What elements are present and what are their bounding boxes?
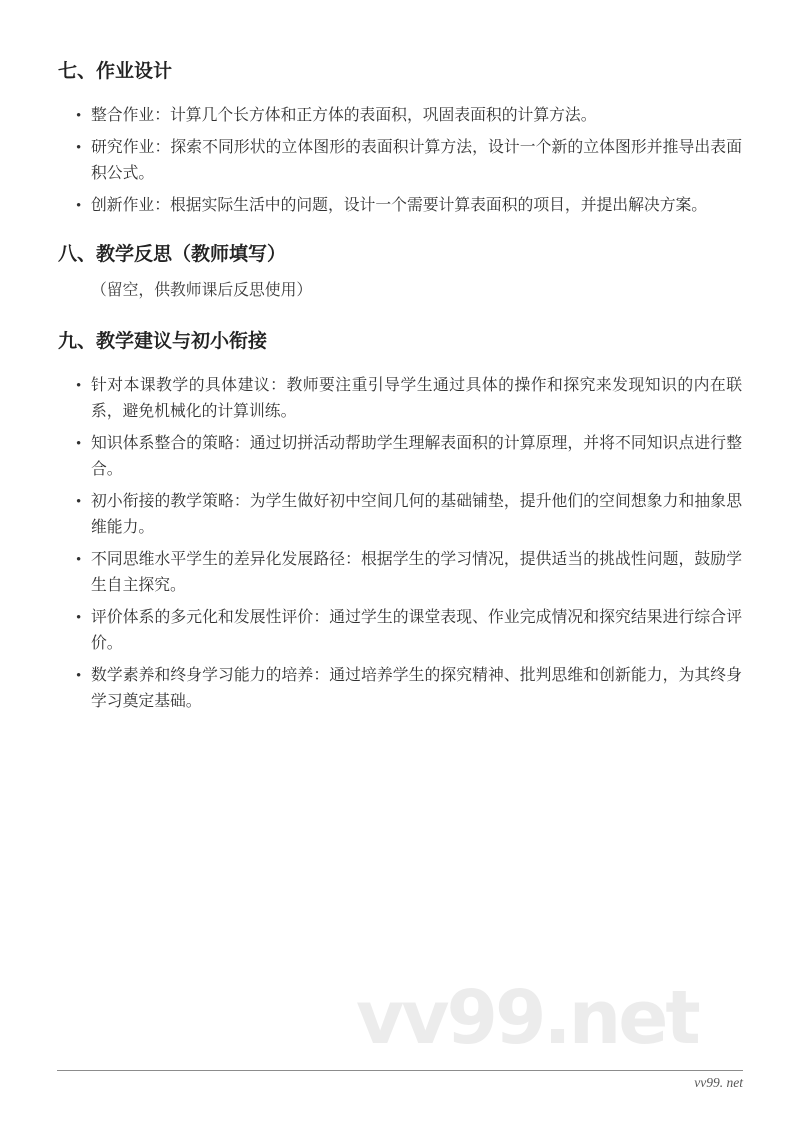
bullet-icon: •: [76, 198, 82, 214]
list-item-text: 知识体系整合的策略：通过切拼活动帮助学生理解表面积的计算原理，并将不同知识点进行整合。: [91, 435, 742, 478]
list-item-text: 整合作业：计算几个长方体和正方体的表面积，巩固表面积的计算方法。: [91, 107, 597, 124]
list-item: [76, 103, 742, 129]
list-item-text: 研究作业：探索不同形状的立体图形的表面积计算方法，设计一个新的立体图形并推导出表面积公式。: [91, 139, 742, 182]
footer-site-text: vv99. net: [694, 1075, 743, 1090]
bullet-icon: •: [76, 668, 82, 684]
homework-design-list: [58, 103, 742, 219]
bullet-icon: •: [76, 436, 82, 452]
section-heading-homework-design: 七、作业设计: [58, 61, 173, 82]
watermark-text: vv99.net: [356, 975, 698, 1061]
bullet-icon: •: [76, 552, 82, 568]
page-footer: [57, 1070, 743, 1091]
list-item-text: 评价体系的多元化和发展性评价：通过学生的课堂表现、作业完成情况和探究结果进行综合评价。: [91, 609, 742, 652]
list-item: [76, 489, 742, 541]
list-item: [76, 373, 742, 425]
reflection-blank-note: （留空，供教师课后反思使用）: [91, 282, 313, 299]
bullet-icon: •: [76, 140, 82, 156]
list-item: [76, 431, 742, 483]
list-item-text: 针对本课教学的具体建议：教师要注重引导学生通过具体的操作和探究来发现知识的内在联系，避免机械化的计算训练。: [91, 377, 742, 420]
list-item-text: 创新作业：根据实际生活中的问题，设计一个需要计算表面积的项目，并提出解决方案。: [91, 197, 708, 214]
bullet-icon: •: [76, 610, 82, 626]
section-heading-teaching-suggestions: 九、教学建议与初小衔接: [58, 331, 268, 352]
bullet-icon: •: [76, 108, 82, 124]
list-item-text: 不同思维水平学生的差异化发展路径：根据学生的学习情况，提供适当的挑战性问题，鼓励学生自主探究。: [91, 551, 742, 594]
bullet-icon: •: [76, 494, 82, 510]
list-item-text: 初小衔接的教学策略：为学生做好初中空间几何的基础铺垫，提升他们的空间想象力和抽象思维能力。: [91, 493, 742, 536]
list-item: [76, 605, 742, 657]
list-item: [76, 663, 742, 715]
list-item: [76, 193, 742, 219]
section-heading-teaching-reflection: 八、教学反思（教师填写）: [58, 244, 287, 265]
list-item: [76, 547, 742, 599]
list-item-text: 数学素养和终身学习能力的培养：通过培养学生的探究精神、批判思维和创新能力，为其终身学习奠定基础。: [91, 667, 742, 710]
footer-divider: [57, 1070, 743, 1071]
list-item: [76, 135, 742, 187]
bullet-icon: •: [76, 378, 82, 394]
teaching-suggestions-list: [58, 373, 742, 715]
